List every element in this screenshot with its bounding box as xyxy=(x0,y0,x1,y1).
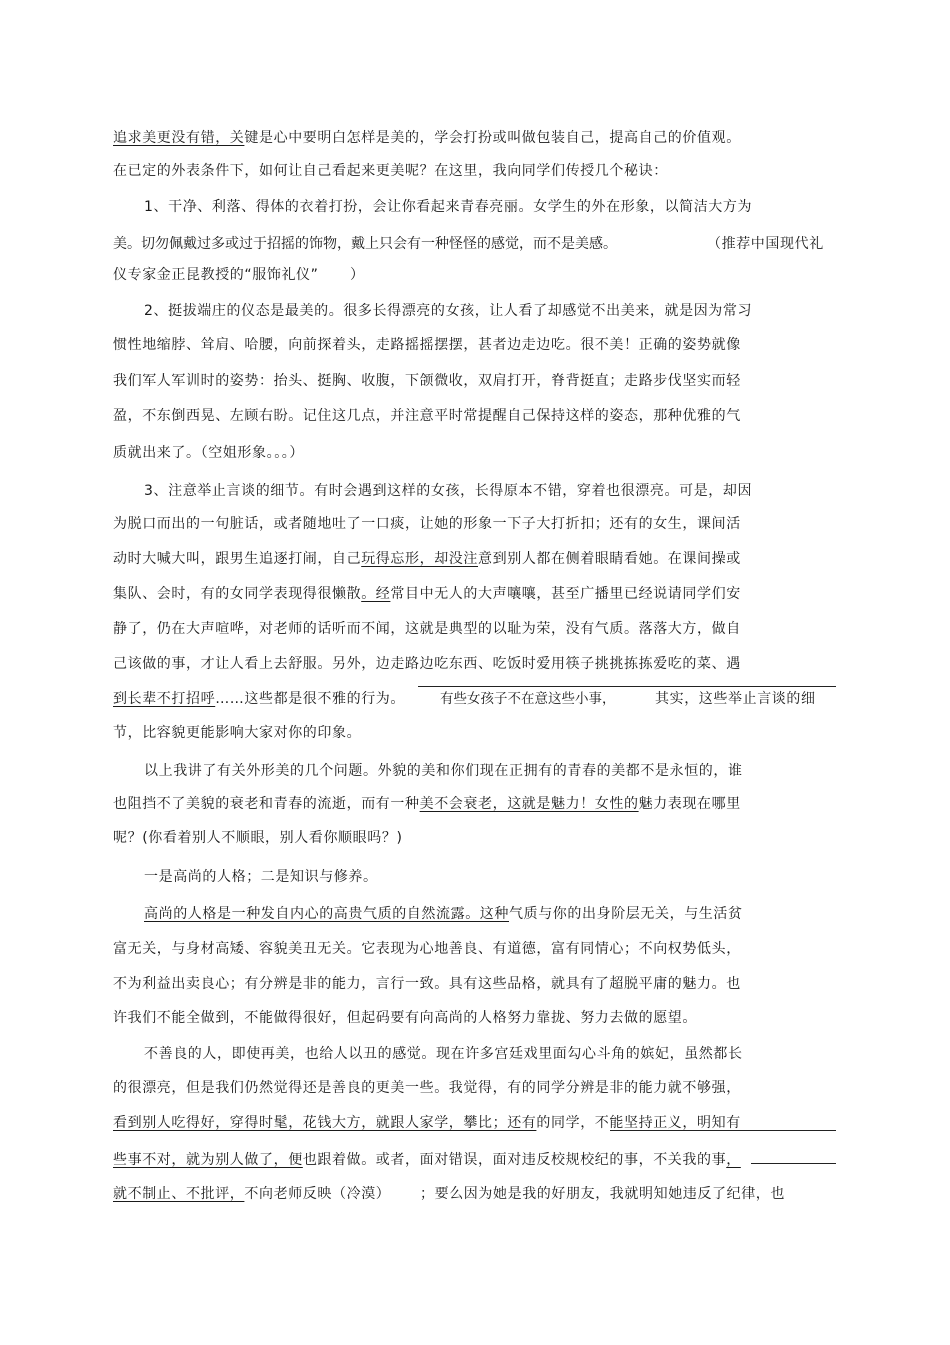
text-segment: （推荐中国现代礼 xyxy=(707,236,824,252)
text-segment: 质就出来了。（空姐形象。。。） xyxy=(113,445,304,461)
text-segment: 呢？(你看着别人不顺眼，别人看你顺眼吗？) xyxy=(113,830,403,846)
text-segment: 富无关，与身材高矮、容貌美丑无关。它表现为心地善良、有道德，富有同情心；不向权势低头， xyxy=(113,941,741,957)
text-segment: 的很漂亮，但是我们仍然觉得还是善良的更美一些。我觉得，有的同学分辨是非的能力就不够强， xyxy=(113,1080,741,1096)
underlined-text: 玩得忘形，却没注 xyxy=(361,551,479,567)
text-segment: 常目中无人的大声嚷嚷，甚至广播里已经说请同学们安 xyxy=(390,586,741,602)
underlined-text: 到长辈不打招呼 xyxy=(113,691,216,707)
text-segment: 己该做的事，才让人看上去舒服。另外，边走路边吃东西、吃饭时爱用筷子挑挑拣拣爱吃的菜、遇 xyxy=(113,656,741,672)
text-segment: 仪专家金正昆教授的“服饰礼仪” xyxy=(113,267,319,283)
underlined-text: ， xyxy=(726,1152,741,1168)
text-line xyxy=(113,264,338,286)
text-segment: 为脱口而出的一句脏话，或者随地吐了一口痰，让她的形象一下子大打折扣；还有的女生，课间活 xyxy=(113,516,741,532)
text-line xyxy=(113,442,338,464)
text-segment: 气质与你的出身阶层无关，与生活贫 xyxy=(509,906,743,922)
text-segment: ……这些都是很不雅的行为。 xyxy=(215,691,406,707)
text-segment: 不善良的人，即使再美，也给人以丑的感觉。现在许多宫廷戏里面勾心斗角的嫔妃，虽然都长 xyxy=(144,1046,743,1062)
underlined-text: 高尚的人格是一种发自内心的高贵气质的自然流露。这种 xyxy=(144,906,509,922)
text-segment: 也阻挡不了美貌的衰老和青春的流逝，而有一种 xyxy=(113,796,420,812)
text-segment: 动时大喊大叫，跟男生追逐打闹，自己 xyxy=(113,551,362,567)
text-segment: 的同学，不能坚持正义，明知有 xyxy=(536,1115,741,1131)
underlined-text: 美不会衰老，这就是魅力！女性的 xyxy=(419,796,639,812)
text-line xyxy=(350,264,370,286)
text-line xyxy=(113,1149,813,1171)
underlined-text: 追求美更没有错，关 xyxy=(113,130,245,146)
text-line xyxy=(113,688,413,710)
text-line xyxy=(113,513,813,535)
text-line xyxy=(113,1183,391,1205)
underline-rule xyxy=(610,1130,836,1131)
text-segment: 魅力表现在哪里 xyxy=(638,796,741,812)
text-segment: 有些女孩子不在意这些小事， xyxy=(440,691,616,707)
text-segment: 不为利益出卖良心；有分辨是非的能力，言行一致。具有这些品格，就具有了超脱平庸的魅力。也 xyxy=(113,976,741,992)
underlined-text: 就不制止、不批评， xyxy=(113,1186,245,1202)
text-segment: 集队、会时，有的女同学表现得很懒散 xyxy=(113,586,362,602)
underlined-text: 看到别人吃得好，穿得时髦，花钱大方，就跟人家学，攀比；还有 xyxy=(113,1115,537,1131)
text-segment: ） xyxy=(350,267,365,283)
text-segment: 键是心中要明白怎样是美的，学会打扮或叫做包装自己，提高自己的价值观。 xyxy=(244,130,741,146)
text-line xyxy=(144,866,389,888)
text-segment: 许我们不能全做到，不能做得很好，但起码要有向高尚的人格努力靠拢、努力去做的愿望。 xyxy=(113,1010,697,1026)
text-line xyxy=(113,653,813,675)
underlined-text: 。经 xyxy=(361,586,391,602)
text-line xyxy=(144,480,784,502)
text-line xyxy=(113,127,818,149)
text-line xyxy=(144,760,784,782)
text-line xyxy=(113,722,363,744)
text-segment: 以上我讲了有关外形美的几个问题。外貌的美和你们现在正拥有的青春的美都不是永恒的，谁 xyxy=(144,763,743,779)
text-segment: 在已定的外表条件下，如何让自己看起来更美呢？在这里，我向同学们传授几个秘诀： xyxy=(113,163,668,179)
text-line xyxy=(113,973,813,995)
text-segment: 1、干净、利落、得体的衣着打扮，会让你看起来青春亮丽。女学生的外在形象，以简洁大方为 xyxy=(144,199,753,215)
text-line xyxy=(420,1183,795,1205)
text-segment: 节，比容貌更能影响大家对你的印象。 xyxy=(113,725,362,741)
text-segment: 其实，这些举止言谈的细 xyxy=(655,691,816,707)
underline-rule xyxy=(751,1163,836,1164)
text-line xyxy=(113,938,813,960)
text-line xyxy=(144,300,784,322)
text-line xyxy=(113,370,813,392)
text-segment: 3、注意举止言谈的细节。有时会遇到这样的女孩，长得原本不错，穿着也很漂亮。可是，却因 xyxy=(144,483,753,499)
text-segment: 盈，不东倒西晃、左顾右盼。记住这几点，并注意平时常提醒自己保持这样的姿态，那种优雅的气 xyxy=(113,408,741,424)
text-segment: 美。切勿佩戴过多或过于招摇的饰物，戴上只会有一种怪怪的感觉，而不是美感。 xyxy=(113,236,617,252)
text-line xyxy=(113,405,813,427)
text-line xyxy=(440,688,620,710)
text-line xyxy=(113,618,813,640)
text-line xyxy=(113,1077,813,1099)
text-line xyxy=(655,688,825,710)
text-line xyxy=(707,233,827,255)
text-segment: ；要么因为她是我的好朋友，我就明知她违反了纪律，也 xyxy=(420,1186,785,1202)
text-segment: 意到别人都在侧着眼睛看她。在课间操或 xyxy=(478,551,741,567)
text-line xyxy=(113,160,818,182)
text-line xyxy=(113,548,813,570)
text-segment: 也跟着做。或者，面对错误，面对违反校规校纪的事，不关我的事 xyxy=(302,1152,727,1168)
text-line xyxy=(113,827,418,849)
text-line xyxy=(113,1007,713,1029)
text-segment: 我们军人军训时的姿势：抬头、挺胸、收腹，下颌微收，双肩打开，脊背挺直；走路步伐坚实而轻 xyxy=(113,373,741,389)
text-line xyxy=(144,1043,784,1065)
underline-rule xyxy=(418,686,836,687)
text-line xyxy=(113,233,633,255)
text-segment: 一是高尚的人格；二是知识与修养。 xyxy=(144,869,378,885)
text-line xyxy=(113,793,813,815)
text-line xyxy=(144,903,784,925)
text-line xyxy=(144,196,784,218)
text-segment: 惯性地缩脖、耸肩、哈腰，向前探着头，走路摇摇摆摆，甚者边走边吃。很不美！正确的姿势就像 xyxy=(113,337,741,353)
text-line xyxy=(113,583,813,605)
text-line xyxy=(113,334,813,356)
text-segment: 2、挺拔端庄的仪态是最美的。很多长得漂亮的女孩，让人看了却感觉不出美来，就是因为常习 xyxy=(144,303,753,319)
text-segment: 静了，仍在大声喧哗，对老师的话听而不闻，这就是典型的以耻为荣，没有气质。落落大方，做自 xyxy=(113,621,741,637)
text-segment: 不向老师反映（冷漠） xyxy=(244,1186,391,1202)
underlined-text: 些事不对，就为别人做了，便 xyxy=(113,1152,303,1168)
